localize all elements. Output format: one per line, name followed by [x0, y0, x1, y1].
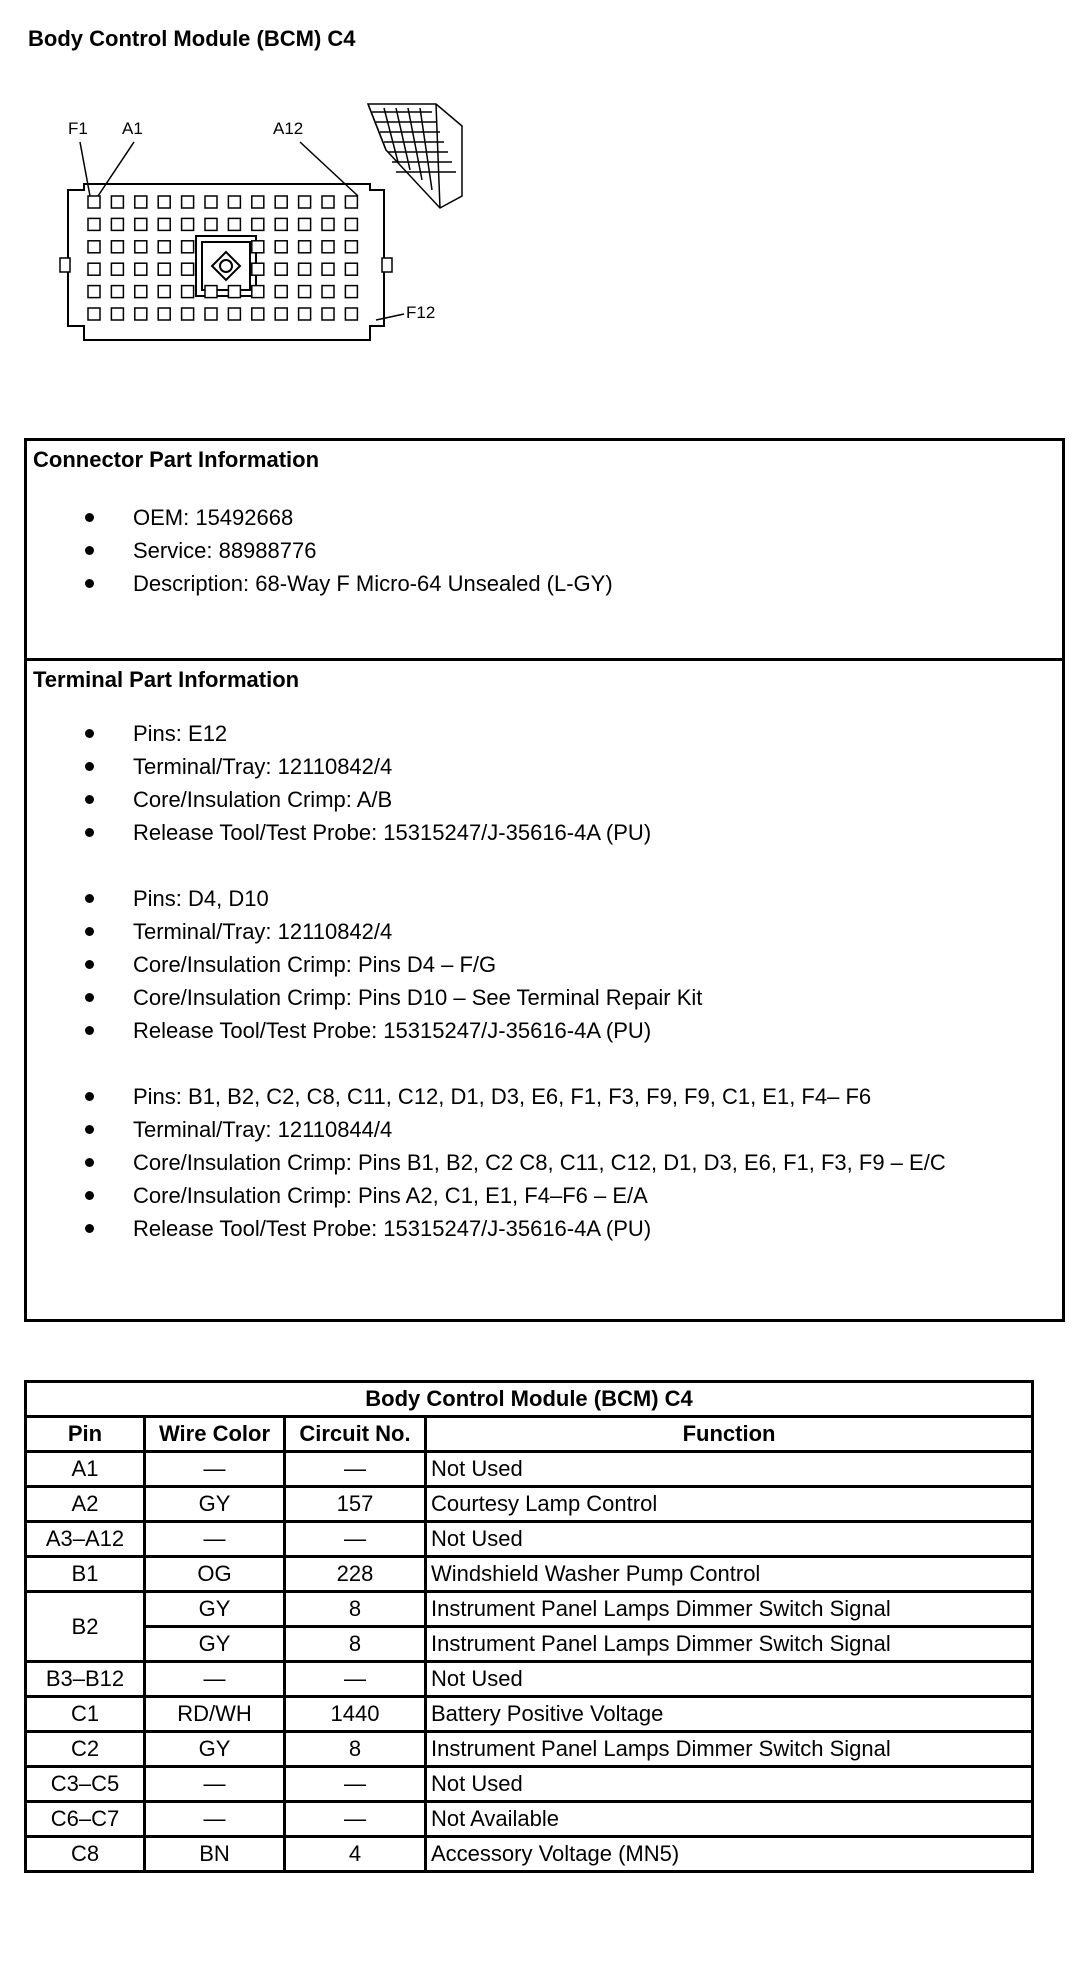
pin-cavity — [275, 308, 287, 320]
terminal-group-1 — [27, 717, 1062, 849]
cell-wire: GY — [145, 1592, 285, 1627]
header-wire-color: Wire Color — [145, 1417, 285, 1452]
pin-cavity — [135, 241, 147, 253]
list-item: Release Tool/Test Probe: 15315247/J-35616-4A (PU) — [27, 816, 1062, 849]
list-item: Core/Insulation Crimp: Pins D10 – See Terminal Repair Kit — [27, 981, 1062, 1014]
pin-cavity — [322, 263, 334, 275]
pin-cavity — [345, 286, 357, 298]
list-item: Core/Insulation Crimp: Pins B1, B2, C2 C8, C11, C12, D1, D3, E6, F1, F3, F9 – E/C — [27, 1146, 1062, 1179]
pin-cavity — [182, 241, 194, 253]
cell-function: Windshield Washer Pump Control — [426, 1557, 1033, 1592]
cell-function: Battery Positive Voltage — [426, 1697, 1033, 1732]
cell-function: Courtesy Lamp Control — [426, 1487, 1033, 1522]
cell-wire: — — [145, 1522, 285, 1557]
terminal-part-info — [27, 661, 1062, 1319]
pin-cavity — [88, 196, 100, 208]
table-row — [26, 1662, 1033, 1697]
cell-wire: — — [145, 1452, 285, 1487]
table-row — [26, 1452, 1033, 1487]
table-row — [26, 1557, 1033, 1592]
cell-circuit: 228 — [285, 1557, 426, 1592]
cell-wire: — — [145, 1662, 285, 1697]
cell-wire: GY — [145, 1732, 285, 1767]
list-item: Core/Insulation Crimp: A/B — [27, 783, 1062, 816]
pin-cavity — [345, 196, 357, 208]
table-title: Body Control Module (BCM) C4 — [26, 1382, 1033, 1417]
cell-pin: C6–C7 — [26, 1802, 145, 1837]
pin-cavity — [135, 286, 147, 298]
table-row — [26, 1697, 1033, 1732]
cell-pin: C2 — [26, 1732, 145, 1767]
cell-circuit: — — [285, 1802, 426, 1837]
pin-cavity — [111, 218, 123, 230]
pin-cavity — [275, 263, 287, 275]
pin-cavity — [111, 286, 123, 298]
table-row — [26, 1732, 1033, 1767]
cell-circuit: 8 — [285, 1732, 426, 1767]
table-row — [26, 1837, 1033, 1872]
cell-pin: A1 — [26, 1452, 145, 1487]
header-function: Function — [426, 1417, 1033, 1452]
cell-function: Not Available — [426, 1802, 1033, 1837]
pin-cavity — [275, 196, 287, 208]
cell-circuit: — — [285, 1522, 426, 1557]
list-item: Service: 88988776 — [27, 534, 1062, 567]
pin-cavity — [111, 308, 123, 320]
table-row — [26, 1592, 1033, 1627]
label-a1: A1 — [122, 119, 143, 138]
cell-pin: B2 — [26, 1592, 145, 1662]
cell-wire: BN — [145, 1837, 285, 1872]
list-item: Release Tool/Test Probe: 15315247/J-35616-4A (PU) — [27, 1212, 1062, 1245]
table-row — [26, 1522, 1033, 1557]
pin-cavity — [299, 286, 311, 298]
list-item: OEM: 15492668 — [27, 501, 1062, 534]
cell-function: Not Used — [426, 1662, 1033, 1697]
pin-cavity — [252, 308, 264, 320]
header-circuit-no: Circuit No. — [285, 1417, 426, 1452]
connector-diagram — [0, 0, 500, 360]
pin-table — [24, 1380, 1034, 1873]
page-title: Body Control Module (BCM) C4 — [28, 26, 356, 51]
connector-info-list — [27, 501, 1062, 600]
list-item: Description: 68-Way F Micro-64 Unsealed (L-GY) — [27, 567, 1062, 600]
pin-cavity — [345, 263, 357, 275]
pin-cavity — [135, 196, 147, 208]
terminal-part-info-title: Terminal Part Information — [33, 667, 300, 692]
table-row — [26, 1627, 1033, 1662]
label-f1: F1 — [68, 119, 88, 138]
list-item: Core/Insulation Crimp: Pins A2, C1, E1, F4–F6 – E/A — [27, 1179, 1062, 1212]
list-item: Terminal/Tray: 12110842/4 — [27, 915, 1062, 948]
pin-cavity — [228, 218, 240, 230]
pin-cavity — [111, 241, 123, 253]
cell-wire: — — [145, 1767, 285, 1802]
pin-cavity — [252, 196, 264, 208]
pin-cavity — [322, 241, 334, 253]
cell-function: Instrument Panel Lamps Dimmer Switch Signal — [426, 1627, 1033, 1662]
pin-cavity — [111, 263, 123, 275]
connector-3d-icon — [368, 104, 462, 208]
cell-pin: B3–B12 — [26, 1662, 145, 1697]
pin-cavity — [275, 286, 287, 298]
terminal-group-2 — [27, 882, 1062, 1047]
table-row — [26, 1802, 1033, 1837]
list-item: Pins: B1, B2, C2, C8, C11, C12, D1, D3, E6, F1, F3, F9, F9, C1, E1, F4– F6 — [27, 1080, 1062, 1113]
label-a12: A12 — [273, 119, 304, 138]
connector-part-info — [27, 441, 1062, 661]
list-item: Terminal/Tray: 12110844/4 — [27, 1113, 1062, 1146]
pin-cavity — [345, 218, 357, 230]
pin-cavity — [228, 308, 240, 320]
list-item: Terminal/Tray: 12110842/4 — [27, 750, 1062, 783]
pin-cavity — [205, 308, 217, 320]
cell-pin: A3–A12 — [26, 1522, 145, 1557]
pin-cavity — [299, 263, 311, 275]
pin-cavity — [158, 286, 170, 298]
table-header-row — [26, 1417, 1033, 1452]
cell-circuit: 1440 — [285, 1697, 426, 1732]
pin-cavity — [299, 308, 311, 320]
table-row — [26, 1767, 1033, 1802]
pin-cavity — [135, 308, 147, 320]
pin-cavity — [158, 263, 170, 275]
pin-cavity — [158, 218, 170, 230]
cell-wire: GY — [145, 1627, 285, 1662]
cell-function: Instrument Panel Lamps Dimmer Switch Signal — [426, 1732, 1033, 1767]
pin-cavity — [299, 218, 311, 230]
connector-part-info-title: Connector Part Information — [33, 447, 320, 472]
cell-circuit: 8 — [285, 1627, 426, 1662]
pin-cavity — [345, 241, 357, 253]
pin-cavity — [275, 218, 287, 230]
cell-pin: C3–C5 — [26, 1767, 145, 1802]
cell-pin: A2 — [26, 1487, 145, 1522]
pin-cavity — [322, 286, 334, 298]
cell-wire: RD/WH — [145, 1697, 285, 1732]
pin-cavity — [252, 263, 264, 275]
pin-cavity — [182, 286, 194, 298]
pin-cavity — [135, 218, 147, 230]
cell-circuit: 4 — [285, 1837, 426, 1872]
part-info-box — [24, 438, 1065, 1322]
pin-cavity — [205, 218, 217, 230]
cell-function: Accessory Voltage (MN5) — [426, 1837, 1033, 1872]
pin-cavity — [228, 196, 240, 208]
pin-cavity — [158, 196, 170, 208]
cell-pin: C8 — [26, 1837, 145, 1872]
cell-wire: GY — [145, 1487, 285, 1522]
pin-cavity — [205, 196, 217, 208]
pin-cavity — [182, 218, 194, 230]
terminal-group-3 — [27, 1080, 1062, 1245]
pin-cavity — [322, 196, 334, 208]
pin-cavity — [182, 196, 194, 208]
header-pin: Pin — [26, 1417, 145, 1452]
pin-cavity — [158, 241, 170, 253]
pin-cavity — [252, 286, 264, 298]
pin-cavity — [88, 286, 100, 298]
cell-circuit: — — [285, 1662, 426, 1697]
label-f12: F12 — [406, 303, 436, 322]
cell-function: Not Used — [426, 1767, 1033, 1802]
pin-cavity — [88, 241, 100, 253]
pin-cavity — [158, 308, 170, 320]
cell-circuit: — — [285, 1767, 426, 1802]
pin-cavity — [252, 218, 264, 230]
pin-cavity — [228, 286, 240, 298]
table-row — [26, 1487, 1033, 1522]
pin-cavity — [299, 241, 311, 253]
list-item: Pins: E12 — [27, 717, 1062, 750]
cell-circuit: 157 — [285, 1487, 426, 1522]
list-item: Pins: D4, D10 — [27, 882, 1062, 915]
cell-pin: C1 — [26, 1697, 145, 1732]
cell-function: Not Used — [426, 1522, 1033, 1557]
pin-cavity — [182, 263, 194, 275]
pin-cavity — [322, 308, 334, 320]
cell-circuit: 8 — [285, 1592, 426, 1627]
pin-cavity — [182, 308, 194, 320]
pin-cavity — [111, 196, 123, 208]
pin-cavity — [345, 308, 357, 320]
cell-function: Not Used — [426, 1452, 1033, 1487]
pin-cavity — [135, 263, 147, 275]
pin-cavity — [88, 263, 100, 275]
pin-cavity — [275, 241, 287, 253]
pin-cavity — [88, 308, 100, 320]
list-item: Release Tool/Test Probe: 15315247/J-35616-4A (PU) — [27, 1014, 1062, 1047]
pin-cavity — [322, 218, 334, 230]
cell-wire: OG — [145, 1557, 285, 1592]
list-item: Core/Insulation Crimp: Pins D4 – F/G — [27, 948, 1062, 981]
pin-cavity — [205, 286, 217, 298]
pin-cavity — [299, 196, 311, 208]
cell-wire: — — [145, 1802, 285, 1837]
pin-grid — [88, 196, 357, 320]
cell-circuit: — — [285, 1452, 426, 1487]
cell-function: Instrument Panel Lamps Dimmer Switch Signal — [426, 1592, 1033, 1627]
pin-cavity — [88, 218, 100, 230]
cell-pin: B1 — [26, 1557, 145, 1592]
pin-cavity — [252, 241, 264, 253]
